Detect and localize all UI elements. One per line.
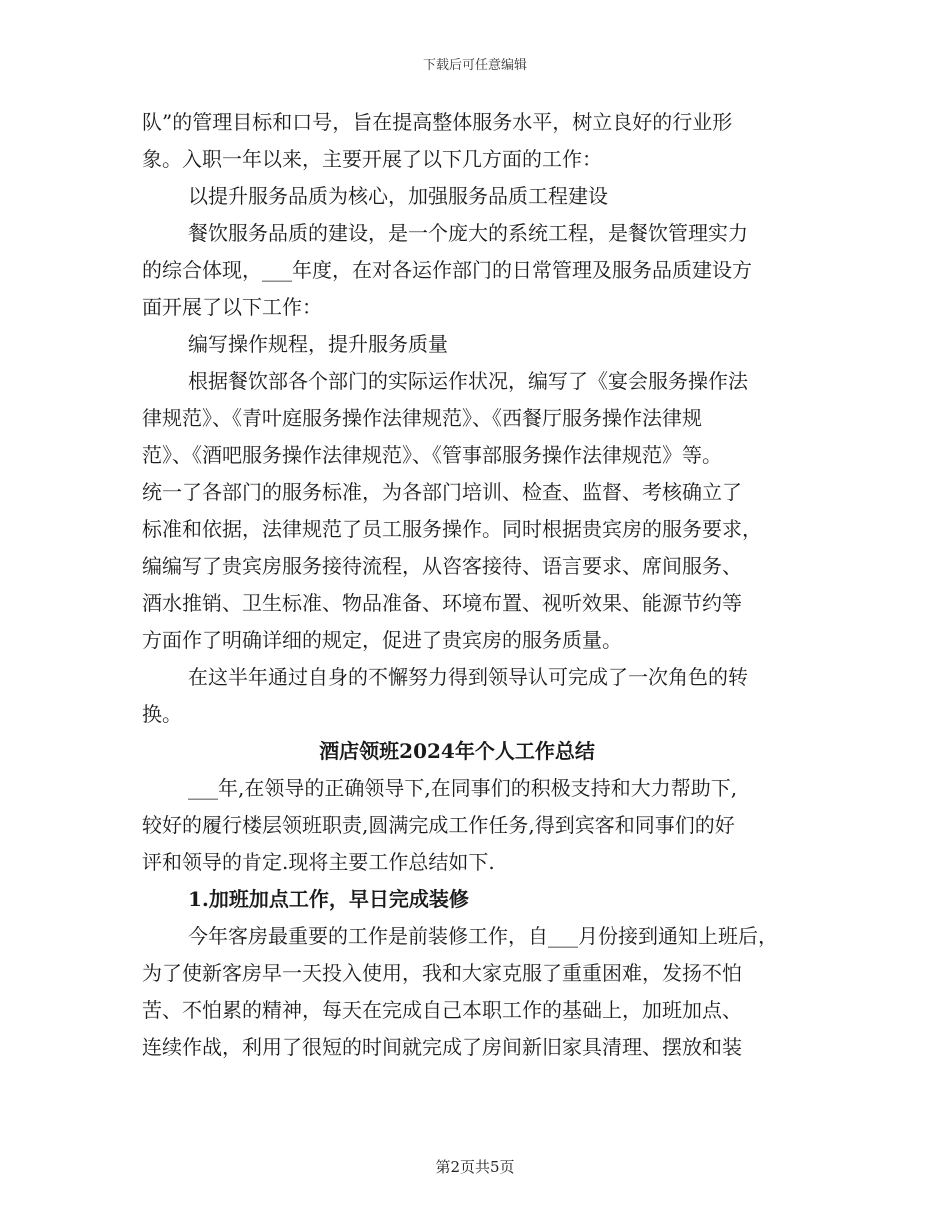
text-line: 酒水推销、卫生标准、物品准备、环境布置、视听效果、能源节约等 <box>142 591 742 615</box>
page-footer: 第2页共5页 <box>435 1158 515 1176</box>
section-paragraphs <box>142 770 812 881</box>
sub-paragraphs <box>142 918 812 1066</box>
text-line: 统一了各部门的服务标准，为各部门培训、检查、监督、考核确立了 <box>142 480 742 504</box>
text-line: 换。 <box>142 702 182 726</box>
subheading: 1.加班加点工作，早日完成装修 <box>188 887 469 911</box>
text-line: 今年客房最重要的工作是前装修工作，自___月份接到通知上班后， <box>188 924 778 948</box>
text-line: 餐饮服务品质的建设，是一个庞大的系统工程，是餐饮管理实力 <box>188 221 748 245</box>
text-line: 评和领导的肯定.现将主要工作总结如下. <box>142 850 495 874</box>
text-line: 在这半年通过自身的不懈努力得到领导认可完成了一次角色的转 <box>188 665 748 689</box>
text-line: 根据餐饮部各个部门的实际运作状况，编写了《宴会服务操作法 <box>188 369 748 393</box>
text-line: 队”的管理目标和口号，旨在提高整体服务水平，树立良好的行业形 <box>142 110 733 134</box>
page-header: 下载后可任意编辑 <box>422 58 527 73</box>
text-line: 为了使新客房早一天投入使用，我和大家克服了重重困难，发扬不怕 <box>142 961 742 985</box>
text-line: ___年,在领导的正确领导下,在同事们的积极支持和大力帮助下, <box>188 776 738 800</box>
text-line: 方面作了明确详细的规定，促进了贵宾房的服务质量。 <box>142 628 622 652</box>
text-line: 范》、《酒吧服务操作法律规范》、《管事部服务操作法律规范》等。 <box>142 443 722 467</box>
document-body <box>142 104 812 1066</box>
text-line: 的综合体现，___年度，在对各运作部门的日常管理及服务品质建设方 <box>142 258 752 282</box>
body-paragraphs <box>142 104 812 733</box>
text-line: 编写操作规程，提升服务质量 <box>188 332 448 356</box>
text-line: 律规范》、《青叶庭服务操作法律规范》、《西餐厅服务操作法律规 <box>142 406 702 430</box>
text-line: 标准和依据，法律规范了员工服务操作。同时根据贵宾房的服务要求， <box>142 517 762 541</box>
text-line: 象。入职一年以来，主要开展了以下几方面的工作： <box>142 147 602 171</box>
text-line: 较好的履行楼层领班职责,圆满完成工作任务,得到宾客和同事们的好 <box>142 813 735 837</box>
text-line: 苦、不怕累的精神，每天在完成自己本职工作的基础上，加班加点、 <box>142 998 742 1022</box>
text-line: 连续作战，利用了很短的时间就完成了房间新旧家具清理、摆放和装 <box>142 1035 742 1059</box>
section-title: 酒店领班2024年个人工作总结 <box>319 739 595 763</box>
text-line: 以提升服务品质为核心，加强服务品质工程建设 <box>188 184 608 208</box>
text-line: 面开展了以下工作： <box>142 295 322 319</box>
text-line: 编编写了贵宾房服务接待流程，从咨客接待、语言要求、席间服务、 <box>142 554 742 578</box>
